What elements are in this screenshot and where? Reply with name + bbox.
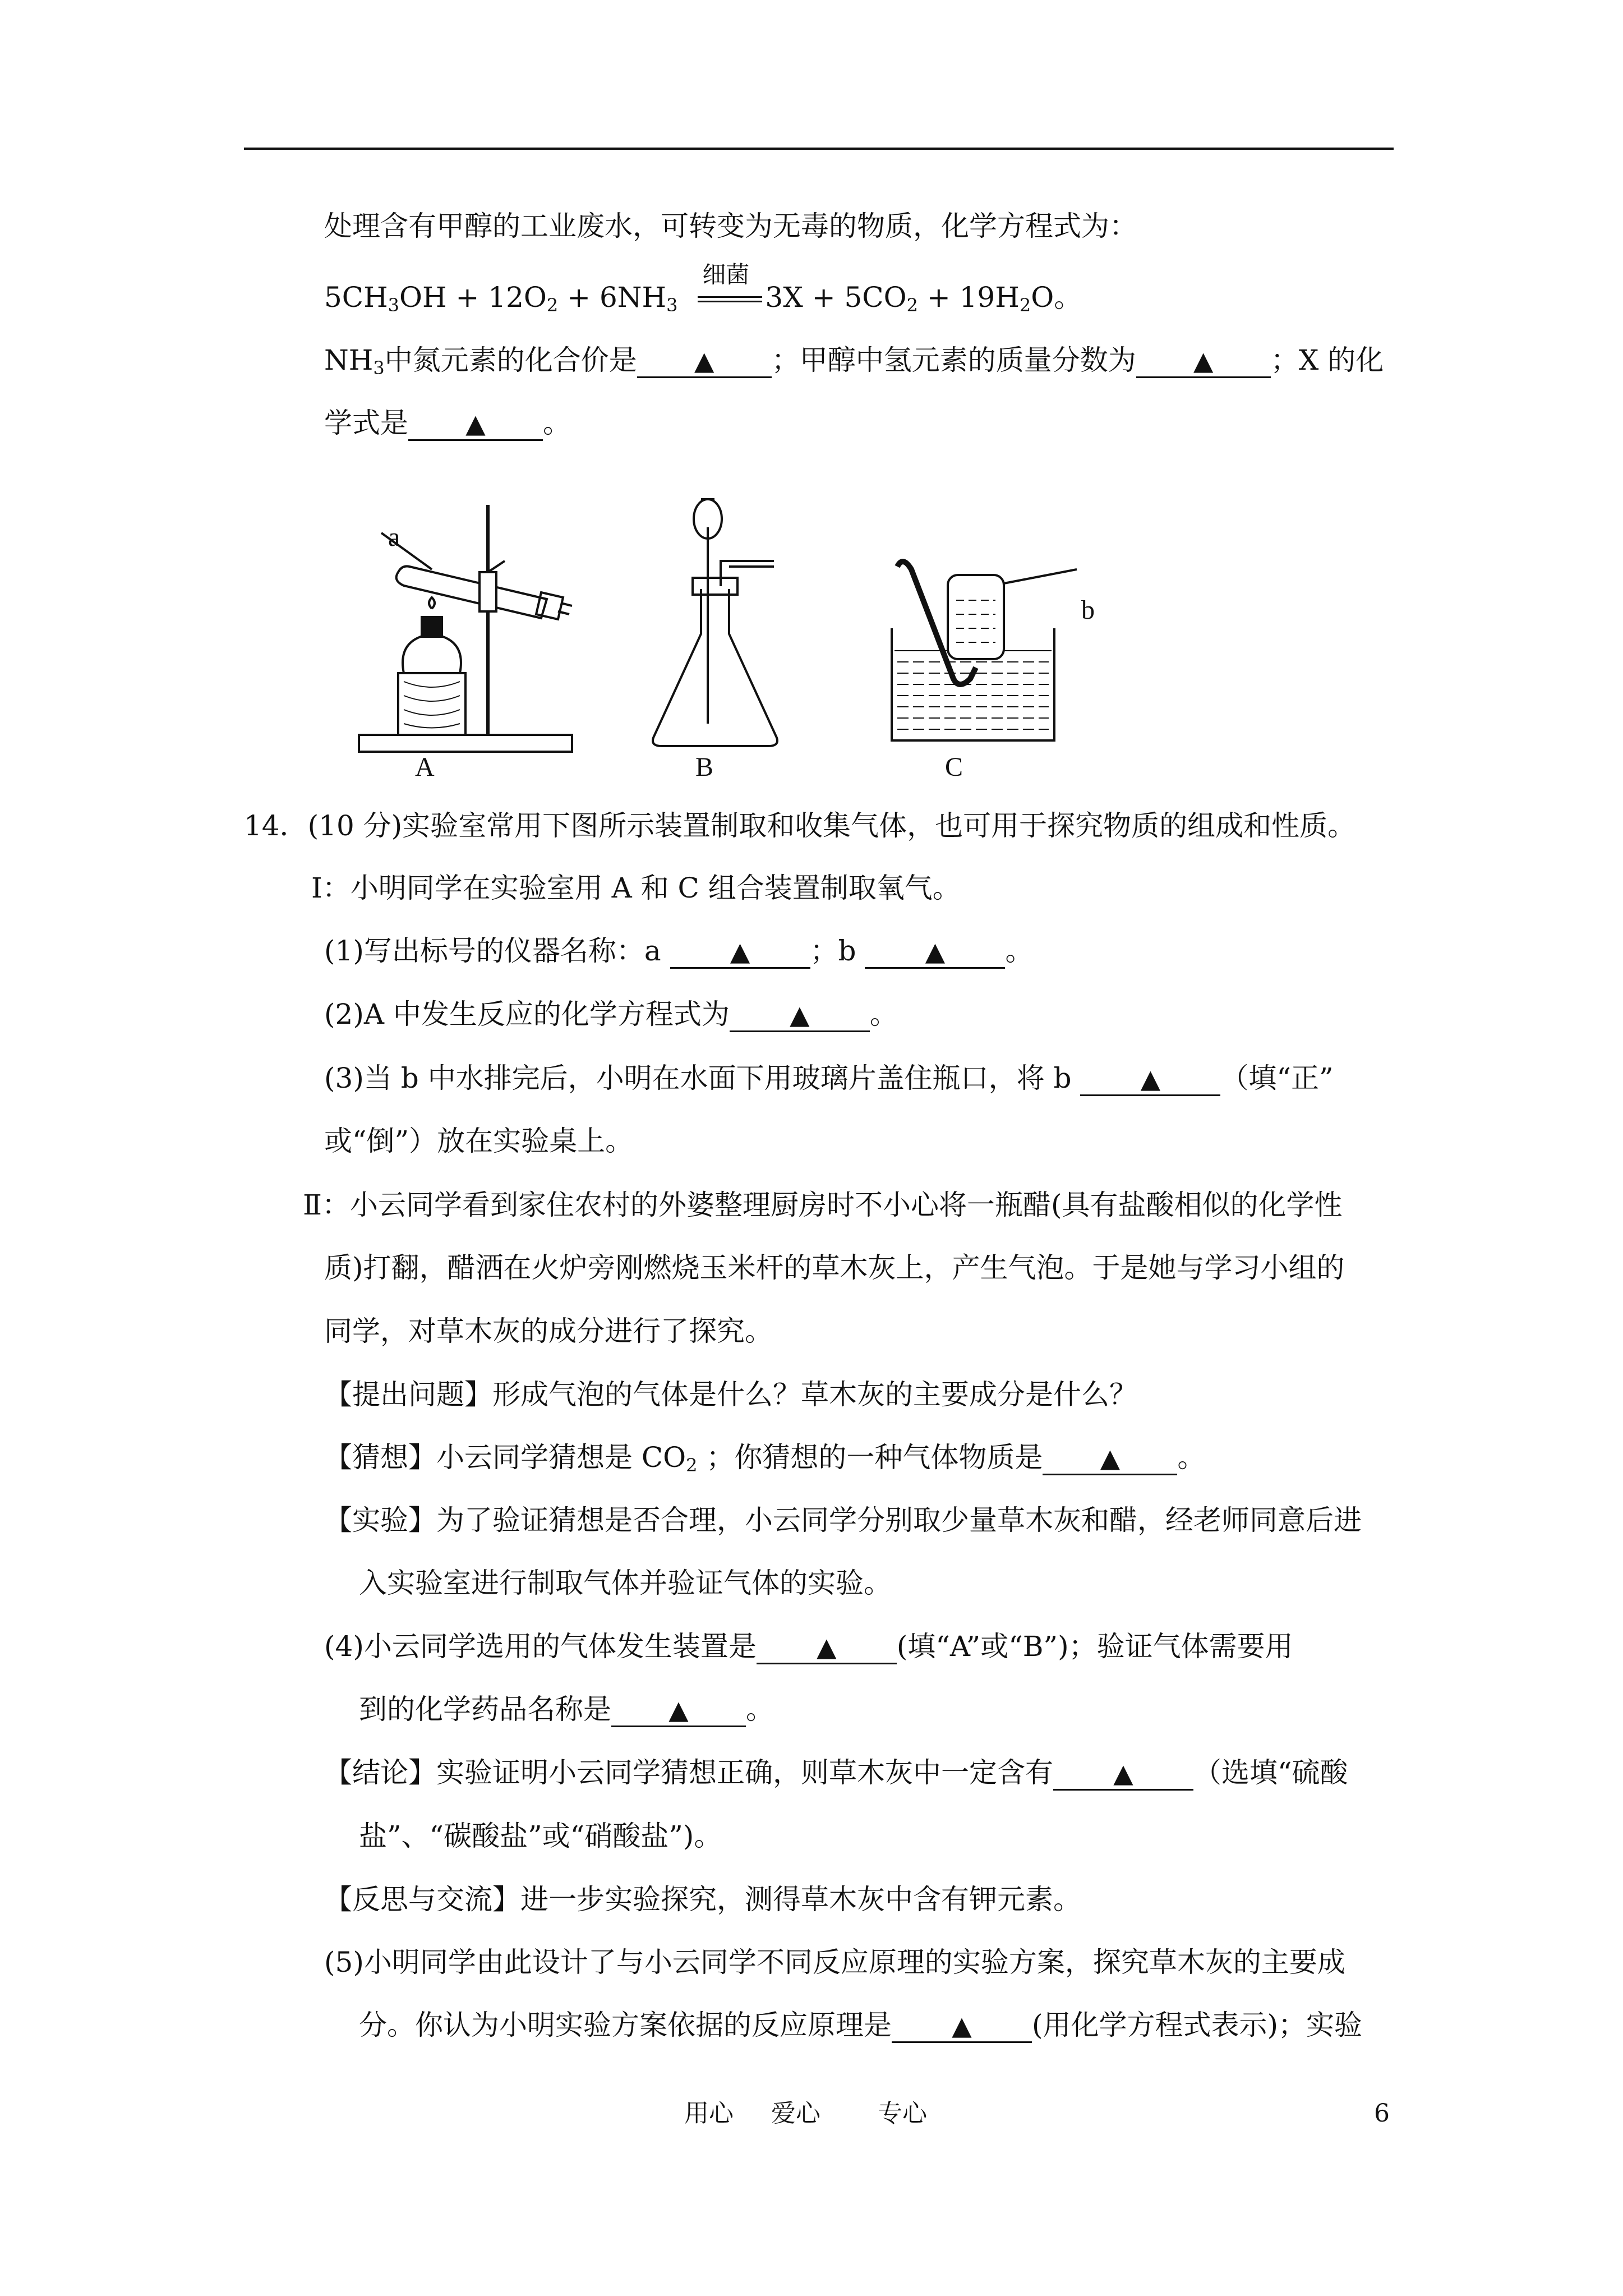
label-a: a (388, 522, 400, 552)
q14-exp-l1: 【实验】为了验证猜想是否合理，小云同学分别取少量草木灰和醋，经老师同意后进 (324, 1504, 1362, 1536)
label-A: A (415, 752, 435, 782)
label-b: b (1081, 595, 1095, 625)
answer-blank[interactable]: ▲ (408, 407, 543, 441)
q14-part1: Ⅰ：小明同学在实验室用 A 和 C 组合装置制取氧气。 (311, 872, 961, 904)
q14-part2-l1: Ⅱ：小云同学看到家住农村的外婆整理厨房时不小心将一瓶醋(具有盐酸相似的化学性 (303, 1189, 1343, 1221)
apparatus-figure (348, 488, 1133, 793)
answer-blank[interactable]: ▲ (1053, 1757, 1193, 1791)
answer-blank[interactable]: ▲ (865, 935, 1005, 969)
q14-s5-l1: (5)小明同学由此设计了与小云同学不同反应原理的实验方案，探究草木灰的主要成 (324, 1946, 1345, 1978)
q14-s3: (3)当 b 中水排完后，小明在水面下用玻璃片盖住瓶口，将 b ▲ （填“正” (324, 1061, 1334, 1096)
answer-blank[interactable]: ▲ (637, 344, 772, 378)
intro-question: $NH_3$中氮元素的化合价是 ▲ ；甲醇中氢元素的质量分数为 ▲ ；X 的化 (324, 344, 1384, 379)
q14-part2-l3: 同学，对草木灰的成分进行了探究。 (324, 1315, 773, 1347)
water-trough (892, 562, 1077, 740)
conical-flask (653, 499, 777, 746)
answer-blank[interactable]: ▲ (611, 1694, 746, 1727)
footer-motto-1: 用心 (684, 2099, 734, 2128)
q14-s5-l2: 分。你认为小明实验方案依据的反应原理是 ▲ (用化学方程式表示)；实验 (359, 2008, 1362, 2043)
q14-guess: 【猜想】小云同学猜想是 $CO_2$ ；你猜想的一种气体物质是 ▲ 。 (324, 1441, 1206, 1476)
q14-conclusion-line2: 盐”、“碳酸盐”或“硝酸盐”)。 (359, 1820, 722, 1852)
label-B: B (695, 752, 714, 782)
q14-question: 【提出问题】形成气泡的气体是什么？草木灰的主要成分是什么？ (324, 1378, 1137, 1411)
answer-blank[interactable]: ▲ (892, 2009, 1032, 2043)
q14-conclusion: 【结论】实验证明小云同学猜想正确，则草木灰中一定含有 ▲ （选填“硫酸 (324, 1756, 1348, 1791)
stand-base (359, 735, 572, 752)
answer-blank[interactable]: ▲ (730, 999, 870, 1032)
header-rule (244, 148, 1394, 150)
answer-blank[interactable]: ▲ (1043, 1442, 1177, 1475)
answer-blank[interactable]: ▲ (670, 935, 810, 969)
answer-blank[interactable]: ▲ (757, 1631, 897, 1664)
q14-part2-l2: 质)打翻，醋洒在火炉旁刚燃烧玉米杆的草木灰上，产生气泡。于是她与学习小组的 (324, 1251, 1345, 1284)
alcohol-lamp (403, 637, 461, 673)
apparatus-drawing (348, 488, 1133, 791)
q14-s2: (2)A 中发生反应的化学方程式为 ▲ 。 (324, 997, 898, 1032)
q14-s4-line2: 到的化学药品名称是 ▲ 。 (359, 1692, 774, 1727)
q14-title: 14．(10 分)实验室常用下图所示装置制取和收集气体，也可用于探究物质的组成和性质。 (244, 809, 1356, 842)
intro-question-line2: 学式是 ▲ 。 (324, 406, 571, 441)
footer-motto-2: 爱心 (771, 2099, 820, 2128)
q14-s3-line2: 或“倒”）放在实验桌上。 (324, 1125, 634, 1157)
q14-exp-l2: 入实验室进行制取气体并验证气体的实验。 (359, 1567, 892, 1599)
equation-line: $5CH_3OH + 12O_2 + 6NH_3$ 细菌 $3X + 5CO_2 + 19H_2O$。 (324, 261, 1082, 316)
answer-blank[interactable]: ▲ (1080, 1062, 1220, 1096)
wooden-block (398, 673, 465, 735)
q14-s1: (1)写出标号的仪器名称：a ▲ ；b ▲ 。 (324, 934, 1033, 969)
answer-blank[interactable]: ▲ (1136, 344, 1271, 378)
q14-s4: (4)小云同学选用的气体发生装置是 ▲ (填“A”或“B”)；验证气体需要用 (324, 1630, 1293, 1664)
label-C: C (945, 752, 963, 782)
reaction-condition: 细菌 (698, 280, 765, 314)
q14-reflect: 【反思与交流】进一步实验探究，测得草木灰中含有钾元素。 (324, 1883, 1081, 1916)
footer-motto-3: 专心 (878, 2099, 927, 2128)
page-number: 6 (1374, 2099, 1390, 2128)
collecting-bottle (948, 575, 1004, 659)
intro-line1: 处理含有甲醇的工业废水，可转变为无毒的物质，化学方程式为： (324, 210, 1137, 242)
